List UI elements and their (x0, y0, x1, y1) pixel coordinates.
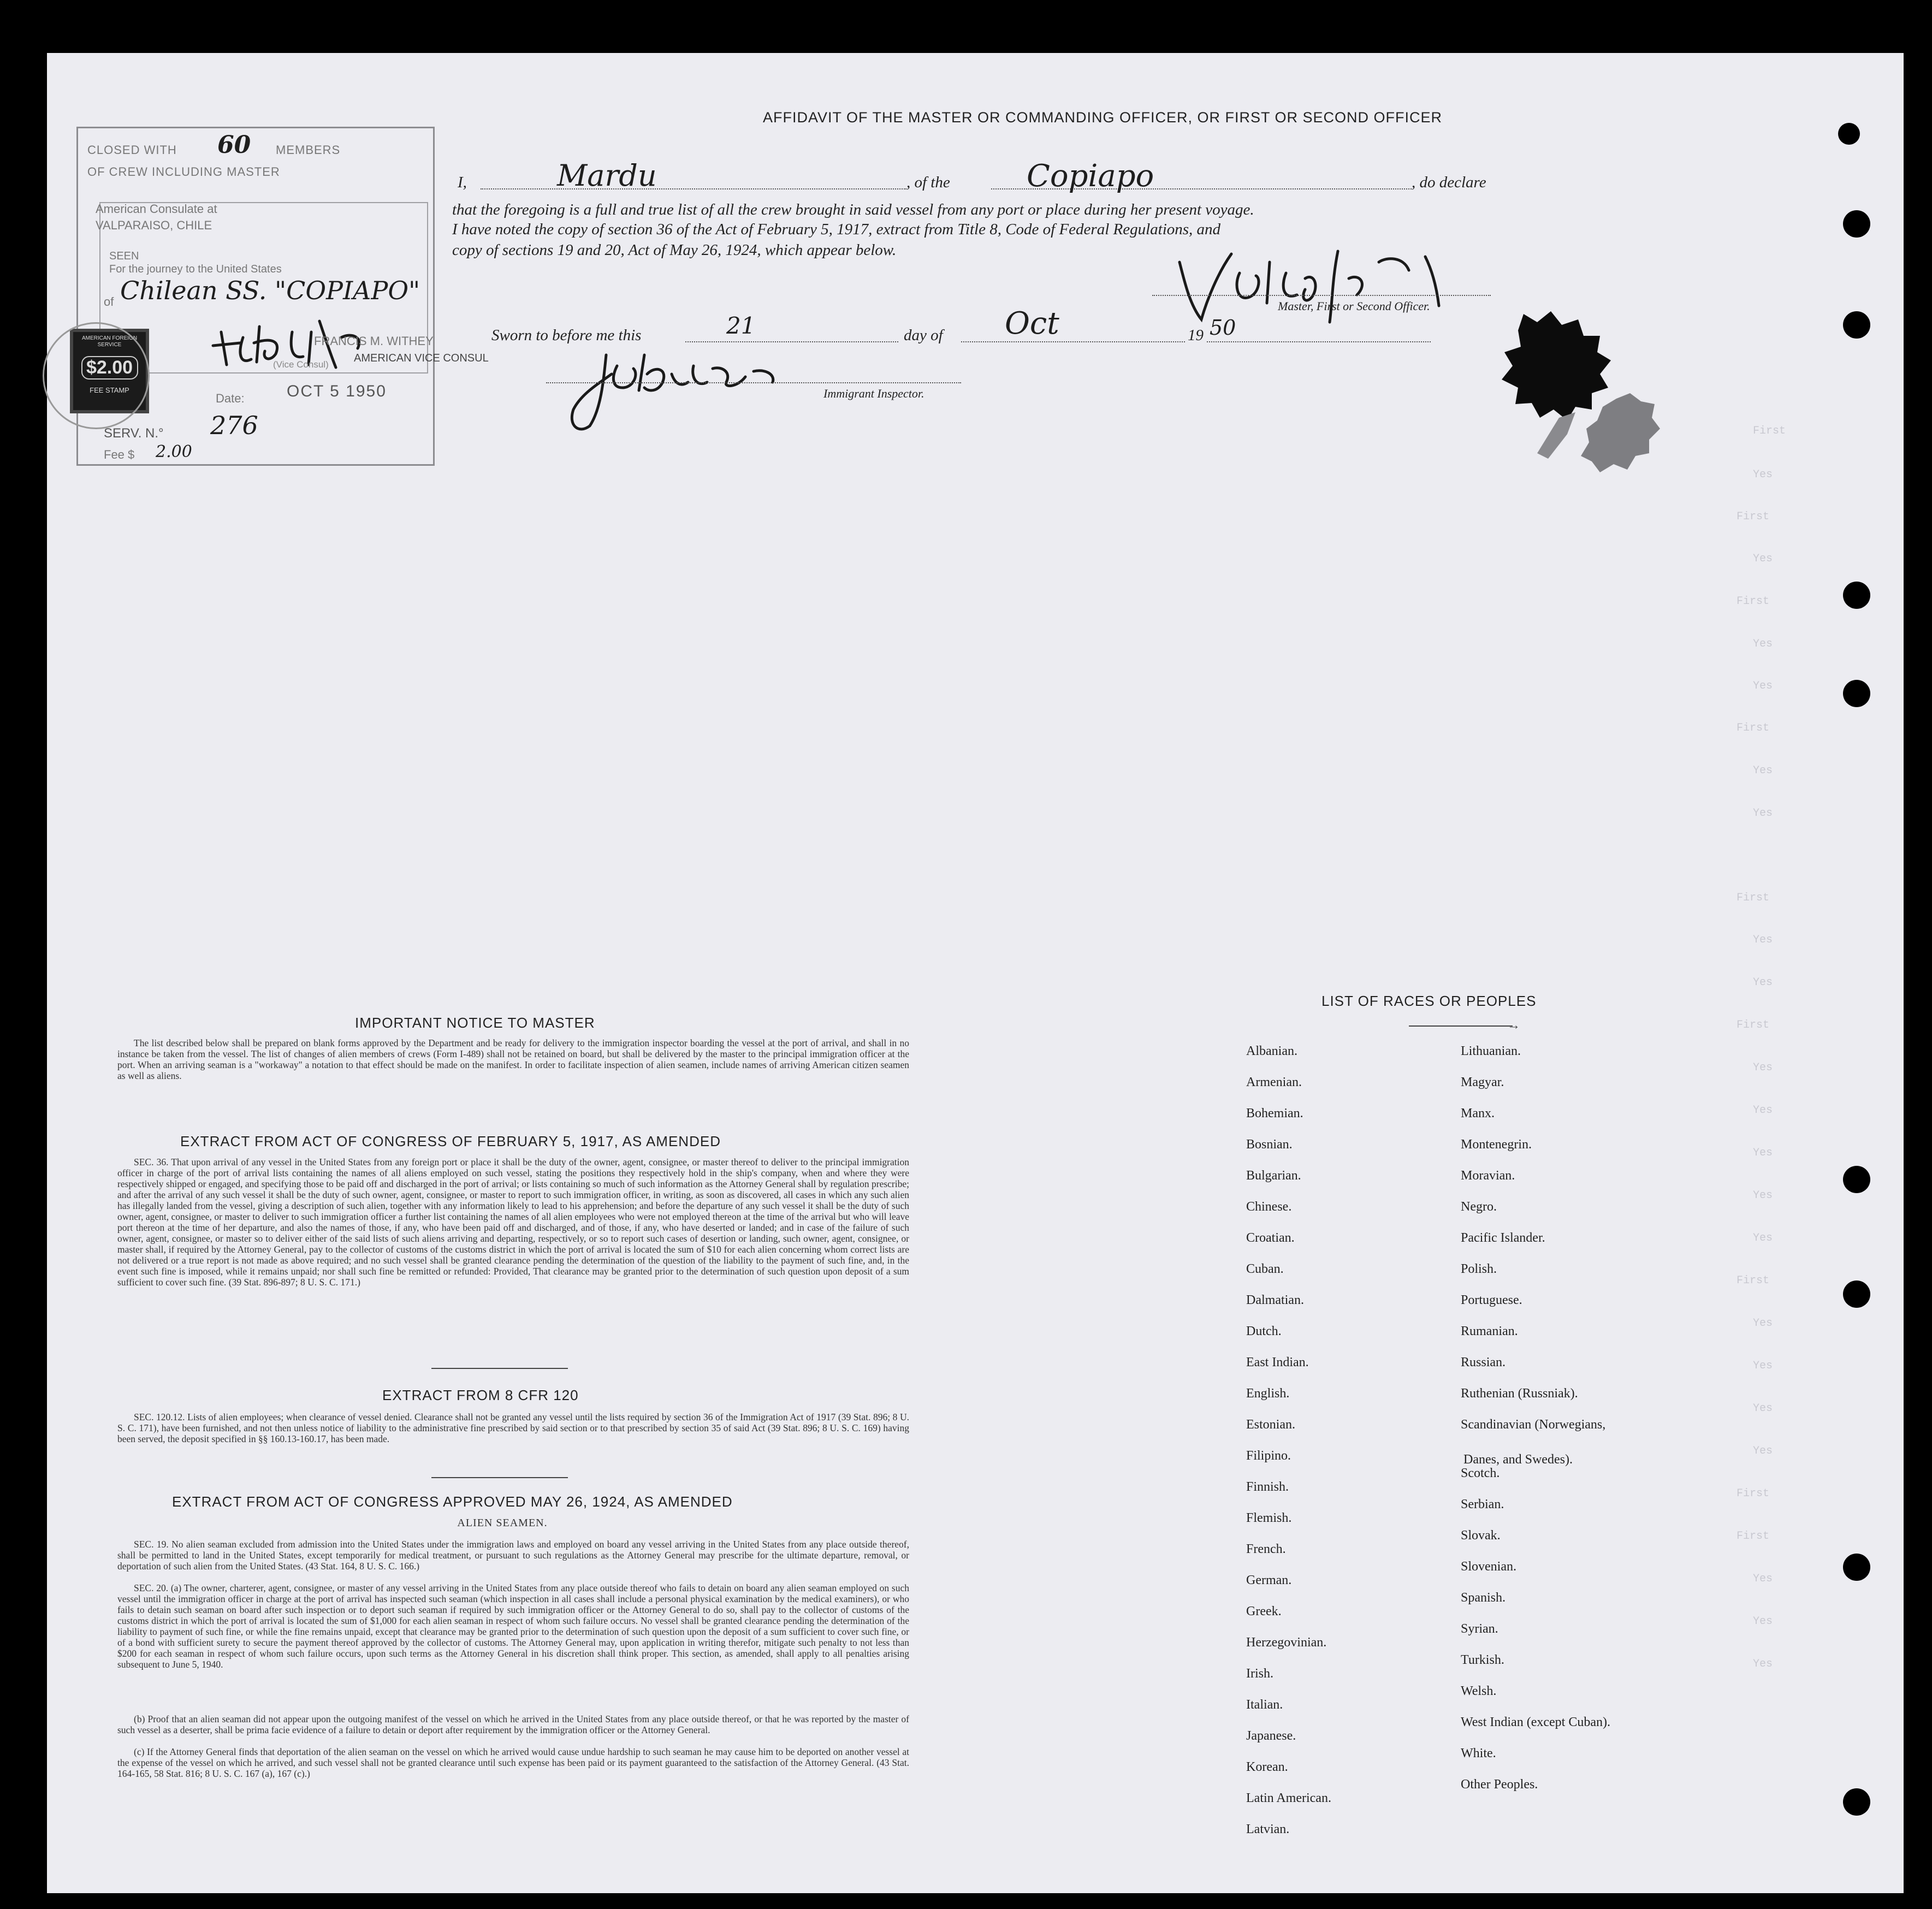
stamp-serv-label: SERV. N.° (104, 426, 164, 441)
extract-1917-body: SEC. 36. That upon arrival of any vessel in the United States from any foreign port or place it shall be the duty of the owner, agent, consignee, or master thereof to deliver to the principal immigration officer in charge of the port of arrival lists containing the names of all aliens employed on such vessel, stating the positions they respectively hold in the ship's company, when and where they were respectively shipped or engaged, and specifying those to be paid off and discharged in the port of arrival; or lists containing so much of such information as the Attorney General shall by regulation prescribe; and after the arrival of any such vessel it shall be the duty of such owner, agent, consignee, or master to report to such immigration officer, in writing, as soon as discovered, all cases in which any such alien has illegally landed from the vessel, giving a description of such alien, together with any information likely to lead to his apprehension; and before the departure of any such vessel it shall be the duty of such owner, agent, consignee, or master to deliver to such immigration officer a further list containing the names of all alien employees who were not employed thereon at the time of the arrival but who will leave port thereon at the time of her departure, and also the names of those, if any, who have been paid off and discharged, and of those, if any, who have deserted or landed; and in case of the failure of such owner, agent, consignee, or master so to deliver either of the said lists of such aliens arriving and departing, respectively, or so to report such cases of desertion or landing, such owner, agent, consignee, or master shall, if required by the Attorney General, pay to the collector of customs of the customs district in which the port of arrival is located the sum of $10 for each alien concerning whom correct lists are not delivered or a true report is not made as above required; and no such vessel shall be granted clearance pending the determination of the question of the liability to the payment of such fine, and, in the event such fine is imposed, while it remains unpaid; nor shall such fine be remitted or refunded: Provided, That clearance may be granted prior to the determination of such question upon deposit of a sum sufficient to cover such fine. (39 Stat. 896-897; 8 U. S. C. 171.) (117, 1157, 909, 1288)
stamp-members: MEMBERS (276, 143, 341, 157)
race-item: French. (1246, 1542, 1286, 1556)
race-item: Lithuanian. (1461, 1044, 1521, 1058)
race-item: Polish. (1461, 1262, 1497, 1276)
fee-stamp-circle (43, 322, 150, 429)
race-item: Serbian. (1461, 1497, 1504, 1511)
stamp-date: OCT 5 1950 (287, 382, 387, 400)
race-item: Spanish. (1461, 1591, 1506, 1605)
race-item: Welsh. (1461, 1684, 1497, 1698)
stamp-crew-line: OF CREW INCLUDING MASTER (87, 165, 280, 179)
extract-1924-sec20a: SEC. 20. (a) The owner, charterer, agent, consignee, or master of any vessel arriving in the United States from any place outside thereof who fails to detain on board any alien seaman employed on such vessel until the immigration officer in charge at the port of arrival has inspected such seaman (which inspection in all cases shall include a personal physical examination by the medical examiners), or who fails to detain such seaman on board after such inspection or to deport such seaman if required by such immigration officer or the Attorney General to do so, shall pay to the collector of customs of the customs district in which the port of arrival is located the sum of $1,000 for each alien seaman in respect of whom such failure occurs. No vessel shall be granted clearance pending the determination of the liability to payment of such fine, or while the fine remains unpaid, except that clearance may be granted prior to the determination of such question upon the deposit of a sum sufficient to cover such fine, or of a bond with sufficient surety to secure the payment thereof approved by the collector of customs. The Attorney General may, upon application in writing therefor, mitigate such penalty to not less than $200 for each seaman in respect of whom such failure occurs, upon such terms as the Attorney General in his discretion shall think proper. This section, as amended, shall apply to all penalties arising subsequent to June 5, 1940. (117, 1582, 909, 1670)
stamp-of: of (104, 295, 114, 309)
race-item: Japanese. (1246, 1729, 1296, 1743)
race-item: Herzegovinian. (1246, 1635, 1327, 1650)
inspector-caption: Immigrant Inspector. (823, 387, 924, 400)
extract-1924-sec20c: (c) If the Attorney General finds that deportation of the alien seaman on the vessel on which he arrived would cause undue hardship to such seaman he may cause him to be deported on another vessel at the expense of the vessel on which he arrived, and such vessel shall not be granted clearance until such expense has been paid or its payment guaranteed to the satisfaction of the Attorney General. (43 Stat. 164-165, 58 Stat. 816; 8 U. S. C. 167 (a), 167 (c).) (117, 1746, 909, 1779)
signature-caption: Master, First or Second Officer. (1278, 299, 1430, 313)
race-item: Estonian. (1246, 1418, 1295, 1432)
sworn-day-line (685, 341, 898, 342)
sworn-label: Sworn to before me this (491, 327, 642, 344)
race-item: German. (1246, 1573, 1292, 1587)
extract-1924-sec19: SEC. 19. No alien seaman excluded from admission into the United States under the immigration laws and employed on board any vessel arriving in the United States from any place outside thereof, shall be permitted to land in the United States, except temporarily for medical treatment, or pursuant to such regulations as the Attorney General may prescribe for the ultimate departure, removal, or deportation of such alien from the United States. (43 Stat. 164, 8 U. S. C. 166.) (117, 1539, 909, 1572)
race-item: Slovak. (1461, 1528, 1501, 1543)
race-item: Greek. (1246, 1604, 1282, 1618)
race-item: Moravian. (1461, 1169, 1515, 1183)
races-title: LIST OF RACES OR PEOPLES (1321, 993, 1537, 1009)
fee-stamp-value: $2.00 (81, 356, 138, 380)
sworn-day: 21 (726, 312, 756, 339)
sworn-month-line (961, 341, 1185, 342)
extract-cfr-body: SEC. 120.12. Lists of alien employees; when clearance of vessel denied. Clearance shall not be granted any vessel until the lists required by section 36 of the Immigration Act of 1917 (39 Stat. 896; 8 U. S. C. 171), have been furnished, and not then unless notice of liability to the administrative fine prescribed by said section or to that prescribed by section 35 of said Act (39 Stat. 896; 8 U. S. C. 169) having been served, the deposit specified in §§ 160.13-160.17, has been made. (117, 1412, 909, 1444)
race-item: Portuguese. (1461, 1293, 1522, 1307)
signature-line (1152, 295, 1491, 296)
notice-title: IMPORTANT NOTICE TO MASTER (355, 1015, 595, 1031)
race-item: Danes, and Swedes). (1463, 1452, 1573, 1467)
vice-consul-title: AMERICAN VICE CONSUL (354, 352, 489, 364)
sworn-year: 50 (1210, 316, 1236, 340)
affidavit-title: AFFIDAVIT OF THE MASTER OR COMMANDING OFFICER, OR FIRST OR SECOND OFFICER (762, 109, 1443, 126)
affidavit-line-2: that the foregoing is a full and true list of all the crew brought in said vessel from any port or place during her present voyage. (452, 201, 1254, 218)
sworn-year-prefix: 19 (1188, 327, 1204, 344)
stamp-vessel: Chilean SS. "COPIAPO" (120, 276, 420, 305)
race-item: West Indian (except Cuban). (1461, 1715, 1610, 1729)
races-arrow-line (1409, 1025, 1513, 1027)
divider (431, 1477, 568, 1478)
race-item: Other Peoples. (1461, 1777, 1538, 1792)
divider (431, 1368, 568, 1369)
binder-hole (1843, 1280, 1870, 1308)
race-item: Armenian. (1246, 1075, 1302, 1089)
race-item: Italian. (1246, 1698, 1283, 1712)
race-item: Latvian. (1246, 1822, 1290, 1836)
affidavit-line-3: I have noted the copy of section 36 of the Act of February 5, 1917, extract from Title 8, Code of Federal Regulations, and (452, 221, 1221, 238)
affidavit-vessel-name: Copiapo (1027, 158, 1154, 194)
race-item: Turkish. (1461, 1653, 1504, 1667)
inspector-line (546, 382, 961, 383)
extract-1924-title: EXTRACT FROM ACT OF CONGRESS APPROVED MAY 26, 1924, AS AMENDED (172, 1493, 733, 1510)
race-item: Scandinavian (Norwegians, (1461, 1418, 1606, 1432)
race-item: Flemish. (1246, 1511, 1292, 1525)
race-item: Syrian. (1461, 1622, 1498, 1636)
inspector-signature (557, 344, 786, 437)
binder-hole (1843, 1788, 1870, 1816)
affidavit-master-name: Mardu (557, 158, 657, 193)
notice-body: The list described below shall be prepared on blank forms approved by the Department and be ready for delivery to the immigration inspector boarding the vessel at the port of arrival, and shall in no instance be taken from the vessel. The list of changes of alien members of crews (Form I-489) shall not be retained on board, but shall be delivered by the master to the principal immigration officer at the port. When an arriving seaman is a "workaway" a notation to that effect should be made on the manifest. In order to facilitate inspection of alien seamen, include names of arriving American citizen seamen as well as aliens. (117, 1038, 909, 1081)
fee-stamp-top: AMERICAN FOREIGN SERVICE (81, 335, 138, 348)
race-item: Manx. (1461, 1106, 1495, 1120)
master-signature (1169, 240, 1474, 328)
race-item: Korean. (1246, 1760, 1288, 1774)
embossed-seal (1485, 306, 1671, 546)
binder-hole (1843, 680, 1870, 707)
affidavit-of-the: , of the (906, 174, 950, 191)
stamp-fee-label: Fee $ (104, 448, 135, 461)
fee-stamp-bottom: FEE STAMP (90, 386, 129, 394)
extract-1917-title: EXTRACT FROM ACT OF CONGRESS OF FEBRUARY 5, 1917, AS AMENDED (180, 1133, 721, 1149)
race-item: Pacific Islander. (1461, 1231, 1545, 1245)
race-item: Filipino. (1246, 1449, 1291, 1463)
race-item: Montenegrin. (1461, 1137, 1532, 1152)
race-item: Scotch. (1461, 1466, 1500, 1480)
race-item: Bosnian. (1246, 1137, 1293, 1152)
race-item: White. (1461, 1746, 1496, 1760)
stamp-seen: SEEN (109, 250, 139, 262)
race-item: Dutch. (1246, 1324, 1282, 1338)
race-item: Irish. (1246, 1667, 1273, 1681)
race-item: Magyar. (1461, 1075, 1504, 1089)
race-item: Ruthenian (Russniak). (1461, 1386, 1578, 1401)
race-item: Bulgarian. (1246, 1169, 1301, 1183)
race-item: Dalmatian. (1246, 1293, 1304, 1307)
extract-1924-sec20b: (b) Proof that an alien seaman did not appear upon the outgoing manifest of the vessel on which he arrived in the United States from any place outside thereof, or that he was reported by the master of such vessel as a deserter, shall be prima facie evidence of a failure to detain or deport after requirement by the immigration officer or the Attorney General. (117, 1714, 909, 1735)
sworn-year-line (1207, 341, 1431, 342)
affidavit-do-declare: , do declare (1412, 174, 1486, 191)
stamp-consulate: American Consulate at (96, 202, 217, 216)
race-item: Bohemian. (1246, 1106, 1303, 1120)
vice-consul-label: (Vice Consul) (273, 359, 329, 370)
binder-hole (1843, 582, 1870, 609)
stamp-date-label: Date: (216, 392, 245, 405)
stamp-journey: For the journey to the United States (109, 263, 282, 275)
binder-hole (1843, 311, 1870, 339)
binder-hole (1843, 1166, 1870, 1193)
binder-hole (1843, 210, 1870, 238)
race-item: Cuban. (1246, 1262, 1284, 1276)
stamp-serv-number: 276 (210, 411, 258, 440)
race-item: Albanian. (1246, 1044, 1297, 1058)
affidavit-line-4: copy of sections 19 and 20, Act of May 26, 1924, which appear below. (452, 241, 897, 259)
race-item: Finnish. (1246, 1480, 1289, 1494)
race-item: Chinese. (1246, 1200, 1292, 1214)
race-item: Russian. (1461, 1355, 1506, 1370)
race-item: Rumanian. (1461, 1324, 1518, 1338)
affidavit-i-label: I, (458, 174, 467, 191)
race-item: Slovenian. (1461, 1560, 1516, 1574)
extract-cfr-title: EXTRACT FROM 8 CFR 120 (382, 1387, 579, 1403)
extract-1924-subtitle: ALIEN SEAMEN. (457, 1517, 548, 1529)
race-item: English. (1246, 1386, 1290, 1401)
races-arrow-icon: → (1507, 1018, 1520, 1033)
sworn-day-of: day of (904, 327, 943, 344)
binder-hole (1843, 1554, 1870, 1581)
vice-consul-name: FRANCIS M. WITHEY (314, 334, 434, 348)
stamp-city: VALPARAISO, CHILE (96, 218, 212, 232)
stamp-crew-count: 60 (217, 131, 251, 159)
stamp-closed-with: CLOSED WITH (87, 143, 177, 157)
stamp-fee-value: 2.00 (156, 442, 192, 461)
race-item: Latin American. (1246, 1791, 1331, 1805)
race-item: East Indian. (1246, 1355, 1309, 1370)
binder-hole (1838, 123, 1860, 145)
race-item: Croatian. (1246, 1231, 1295, 1245)
race-item: Negro. (1461, 1200, 1497, 1214)
affidavit-name-line (481, 188, 906, 189)
sworn-month: Oct (1005, 306, 1059, 341)
